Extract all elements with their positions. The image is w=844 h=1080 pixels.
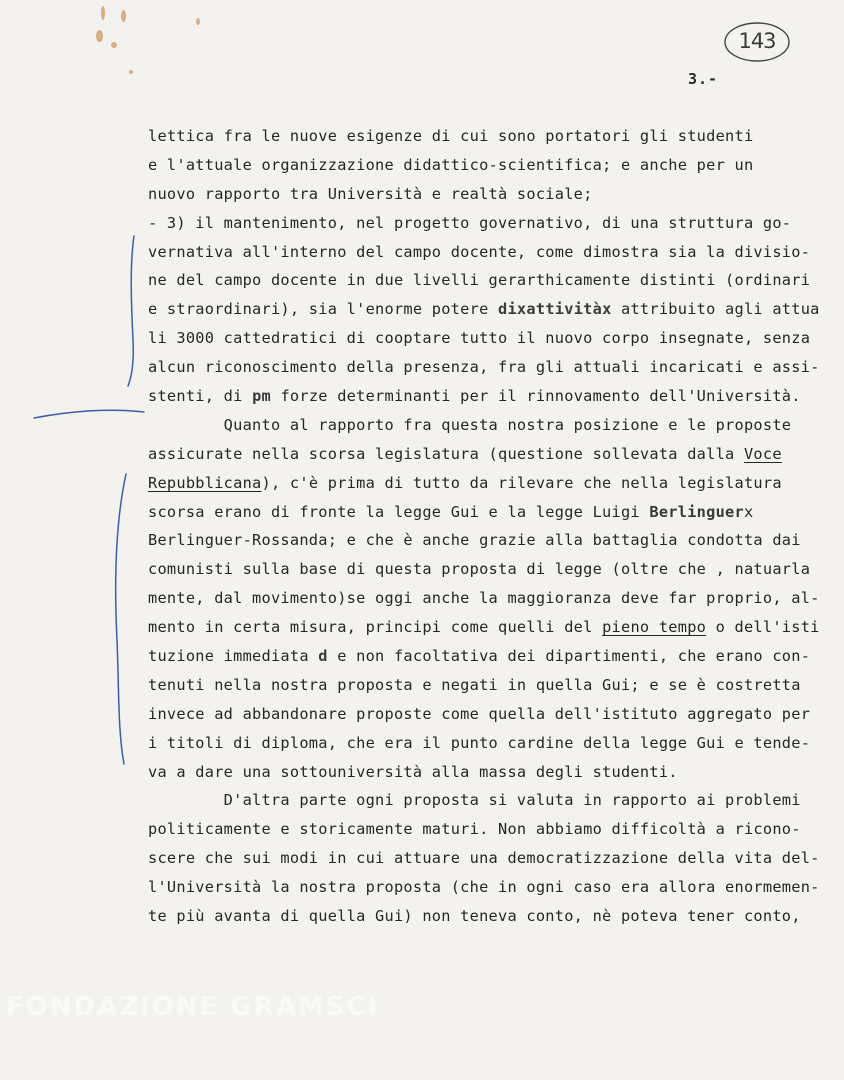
text-segment: e straordinari), sia l'enorme potere <box>148 300 499 319</box>
text-segment: e non facoltativa dei dipartimenti, che erano con- <box>327 647 811 666</box>
underlined-text: pieno tempo <box>602 618 707 637</box>
struck-out-text: pm <box>252 387 271 406</box>
text-segment: tuzione immediata <box>148 647 319 666</box>
text-segment: - 3) il mantenimento, nel progetto governativo, di una struttura go- <box>148 213 792 232</box>
text-segment: l'Università la nostra proposta (che in ogni caso era allora enormemen- <box>148 878 820 897</box>
margin-dash <box>34 410 144 418</box>
text-segment: va a dare una sottouniversità alla massa degli studenti. <box>148 762 678 781</box>
text-segment: o dell'isti <box>706 618 820 637</box>
text-segment: politicamente e storicamente maturi. Non abbiamo difficoltà a ricono- <box>148 820 801 839</box>
text-segment: invece ad abbandonare proposte come quella dell'istituto aggregato per <box>148 704 811 723</box>
text-segment: ne del campo docente in due livelli gerarthicamente distinti (ordinari <box>148 271 811 290</box>
text-segment: te più avanta di quella Gui) non teneva conto, nè poteva tener conto, <box>148 907 801 926</box>
struck-out-text: d <box>318 647 328 666</box>
text-segment: nuovo rapporto tra Università e realtà sociale; <box>148 184 593 203</box>
page-number: 3.- <box>688 70 719 88</box>
watermark: FONDAZIONE GRAMSCI <box>6 992 380 1022</box>
text-segment: alcun riconoscimento della presenza, fra gli attuali incaricati e assi- <box>148 358 820 377</box>
text-segment: li 3000 cattedratici di cooptare tutto il nuovo corpo insegnate, senza <box>148 329 811 348</box>
text-segment: assicurate nella scorsa legislatura (questione sollevata dalla <box>148 444 744 463</box>
underlined-text: Voce <box>743 444 782 463</box>
struck-out-text: Berlinguer <box>649 502 744 521</box>
text-segment: vernativa all'interno del campo docente, come dimostra sia la divisio- <box>148 242 811 261</box>
margin-bracket-lower <box>116 474 126 764</box>
text-segment: e l'attuale organizzazione didattico-scientifica; e anche per un <box>148 155 754 174</box>
text-segment: i titoli di diploma, che era il punto cardine della legge Gui e tende- <box>148 733 811 752</box>
margin-bracket-upper <box>128 236 134 386</box>
text-segment: scorsa erano di fronte la legge Gui e la legge Luigi <box>148 502 650 521</box>
text-segment: Quanto al rapporto fra questa nostra posizione e le proposte <box>148 415 792 434</box>
text-segment: D'altra parte ogni proposta si valuta in rapporto ai problemi <box>148 791 801 810</box>
text-segment: ), c'è prima di tutto da rilevare che nella legislatura <box>261 473 782 492</box>
text-segment: x <box>743 502 754 521</box>
struck-out-text: dixattivitàx <box>498 300 612 319</box>
text-segment: tenuti nella nostra proposta e negati in quella Gui; e se è costretta <box>148 675 801 694</box>
text-segment: stenti, di <box>148 387 253 406</box>
underlined-text: Repubblicana <box>148 473 262 492</box>
text-segment: mento in certa misura, principi come quelli del <box>148 618 603 637</box>
text-segment: scere che sui modi in cui attuare una democratizzazione della vita del- <box>148 849 820 868</box>
text-segment: Berlinguer-Rossanda; e che è anche grazie alla battaglia condotta dai <box>148 531 801 550</box>
text-segment: comunisti sulla base di questa proposta di legge (oltre che , natuarla <box>148 560 811 579</box>
text-segment: lettica fra le nuove esigenze di cui sono portatori gli studenti <box>148 127 754 145</box>
text-segment: mente, dal movimento)se oggi anche la maggioranza deve far proprio, al- <box>148 589 820 608</box>
text-segment: forze determinanti per il rinnovamento dell'Università. <box>270 387 801 406</box>
text-segment: attribuito agli attua <box>611 300 820 319</box>
archive-stamp-number: 143 <box>738 29 776 53</box>
